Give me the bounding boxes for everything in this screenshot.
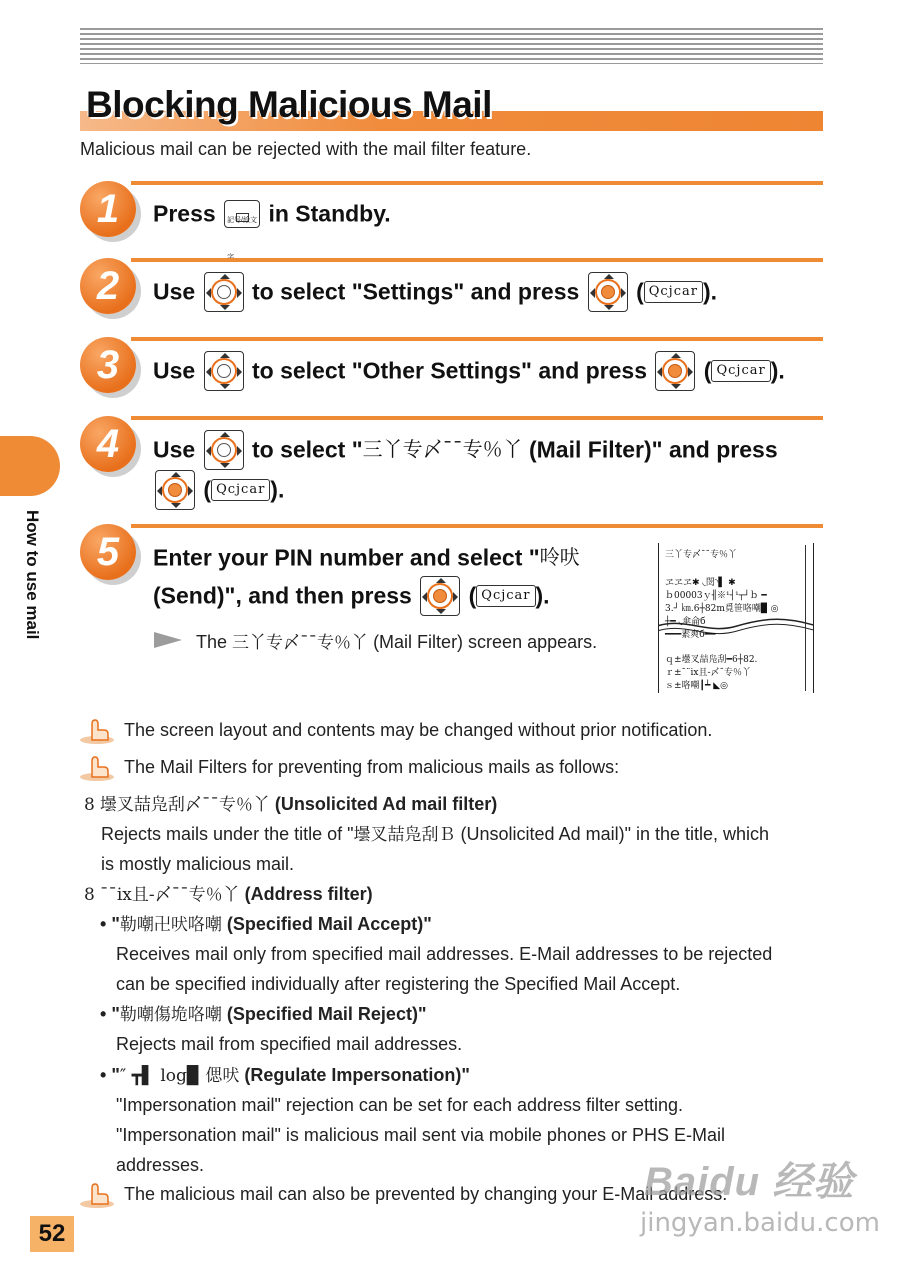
- intro-text: Malicious mail can be rejected with the mail filter feature.: [80, 139, 532, 159]
- chapter-label: How to use mail: [23, 510, 42, 640]
- accept-desc-2: can be specified individually after registering the Specified Mail Accept.: [116, 974, 681, 994]
- navigation-key-icon: [204, 430, 244, 470]
- accept-desc-1: Receives mail only from specified mail addresses. E-Mail addresses to be rejected: [116, 944, 773, 964]
- address-filter-heading: 8 ¯¯ix且‑〆¯¯专％丫 (Address filter): [84, 884, 373, 905]
- note-1: The screen layout and contents may be changed without prior notification.: [80, 718, 712, 744]
- reject-heading: • "勒嘲傷垝咯嘲 (Specified Mail Reject)": [100, 1004, 427, 1025]
- note-3: The malicious mail can also be prevented by changing your E-Mail address.: [80, 1182, 727, 1208]
- mail-filter-screen-image: 三丫专〆¯¯专％丫 ヱヱヱ✱ ◟閚◝▌ ✱ ｂ00003ｙ╢※¹┤¹┬┘ｂ ━ 3.┘ ㎞.6┼82m覓笹咯嘲▉ ◎ ┼━ ◟傘侖б ━━━素爽б━━ ｑ±壜叉喆凫刮━6┼82. ｒ±ˉ¨ix且‑〆¯专％丫 ｓ±咯嘲┃┷ ◣◎: [658, 543, 814, 693]
- step-1-number: 1: [80, 181, 136, 237]
- regulate-desc-3: addresses.: [116, 1155, 205, 1175]
- softkey-label: Qcjcar: [644, 281, 703, 303]
- regulate-desc-1: "Impersonation mail" rejection can be set for each address filter setting.: [116, 1095, 684, 1115]
- pointing-hand-icon: [80, 1182, 114, 1208]
- result-text: The 三丫专〆¯¯专％丫 (Mail Filter) screen appears.: [196, 632, 598, 653]
- regulate-desc-2: "Impersonation mail" is malicious mail sent via mobile phones or PHS E-Mail: [116, 1125, 726, 1145]
- step-5-text: Enter your PIN number and select "呤吠 (Send)", and then press ( Qcjcar ).: [153, 538, 633, 616]
- watermark: Baidu 经验 jingyan.baidu.com: [640, 1160, 880, 1238]
- navigation-key-icon: [204, 272, 244, 312]
- select-key-icon: [588, 272, 628, 312]
- page-number: 52: [30, 1216, 74, 1252]
- step-4-number: 4: [80, 416, 136, 472]
- mail-key-icon: 記号/絵文: [224, 200, 260, 228]
- result-arrow-icon: [154, 632, 182, 648]
- header-rule: [80, 28, 823, 64]
- step-1-text: Press 記号/絵文 in Standby.: [153, 200, 391, 227]
- step-3-text: Use to select "Other Settings" and press ( Qcjcar ).: [153, 351, 785, 391]
- navigation-key-icon: [204, 351, 244, 391]
- select-key-icon: [655, 351, 695, 391]
- step-2-text: Use to select "Settings" and press ( Qcjcar ).: [153, 272, 717, 312]
- accept-heading: • "勒嘲卍吠咯嘲 (Specified Mail Accept)": [100, 914, 432, 935]
- step-3-rule: [131, 337, 823, 341]
- ad-filter-desc-2: is mostly malicious mail.: [101, 854, 295, 874]
- regulate-heading: • "″ ┳▌ log▉ 偲吠 (Regulate Impersonation)": [100, 1065, 470, 1086]
- step-2-number: 2: [80, 258, 136, 314]
- step-3-number: 3: [80, 337, 136, 393]
- select-key-icon: [155, 470, 195, 510]
- step-4-rule: [131, 416, 823, 420]
- softkey-label: Qcjcar: [711, 360, 770, 382]
- step-4-text: Use to select "三丫专〆¯¯专％丫 (Mail Filter)" and press ( Qcjcar ).: [153, 430, 813, 510]
- softkey-label: Qcjcar: [476, 585, 535, 607]
- note-2: The Mail Filters for preventing from malicious mails as follows:: [80, 755, 619, 781]
- ad-filter-desc-1: Rejects mails under the title of "壜叉喆凫刮Ｂ (Unsolicited Ad mail)" in the title, which: [101, 824, 770, 845]
- pointing-hand-icon: [80, 718, 114, 744]
- page-title: Blocking Malicious Mail: [86, 84, 492, 125]
- step-5-rule: [131, 524, 823, 528]
- screen-scrollbar: [805, 545, 811, 691]
- step-2-rule: [131, 258, 823, 262]
- step-1-rule: [131, 181, 823, 185]
- softkey-label: Qcjcar: [211, 479, 270, 501]
- select-key-icon: [420, 576, 460, 616]
- title-block: [80, 84, 823, 132]
- reject-desc-1: Rejects mail from specified mail addresses.: [116, 1034, 463, 1054]
- ad-filter-heading: 8 壜叉喆凫刮〆¯¯专％丫 (Unsolicited Ad mail filter): [84, 794, 498, 815]
- chapter-tab: [0, 436, 60, 496]
- step-5-number: 5: [80, 524, 136, 580]
- pointing-hand-icon: [80, 755, 114, 781]
